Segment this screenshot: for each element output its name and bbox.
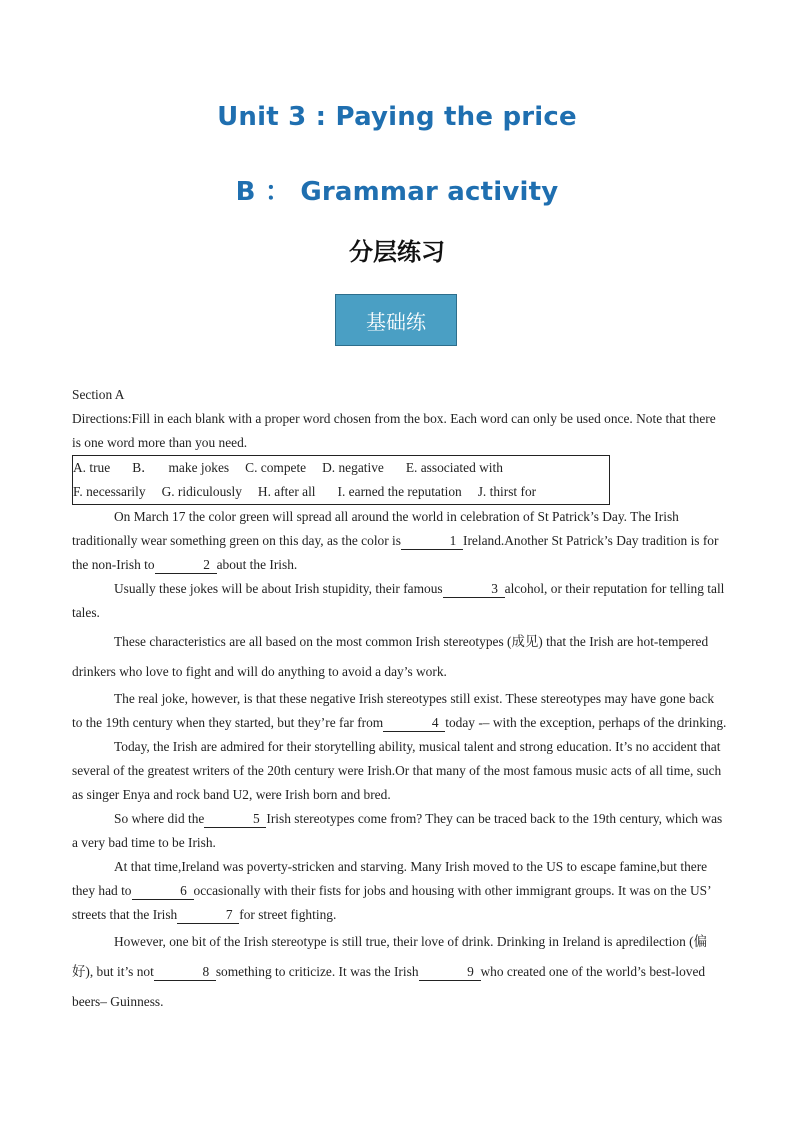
practice-heading: 分层练习	[349, 237, 445, 266]
text-run: alcohol, or their reputation for telling tall tales.	[72, 581, 725, 620]
paragraph-6	[72, 807, 727, 855]
text-run: Irish stereotypes come from? They can be traced back to the 19th century, which was a very bad time to be Irish.	[72, 811, 723, 850]
word-option: E. associated with	[405, 460, 503, 475]
text-run: today -– with the exception, perhaps of the drinking.	[445, 715, 727, 730]
word-option: I. earned the reputation	[337, 484, 462, 499]
word-option: F. necessarily	[73, 484, 146, 499]
answer-blank-6[interactable]: 6	[132, 883, 194, 900]
paragraph-4	[72, 687, 727, 735]
paragraph-8	[72, 927, 727, 1017]
level-label: 基础练	[366, 309, 426, 334]
answer-blank-1[interactable]: 1	[401, 533, 463, 550]
paragraph-5: Today, the Irish are admired for their storytelling ability, musical talent and strong education. It’s no accident that several of the greatest writers of the 20th century were Irish.Or that many of the most famous music acts of all time, such as singer Enya and rock band U2, were Irish born and bred.	[72, 739, 722, 802]
lesson-subtitle: B ： Grammar activity	[235, 177, 559, 207]
text-run: The real joke, however, is that these negative Irish stereotypes still exist. These stereotypes may have gone back to the 19th century when they started, but they’re far from	[72, 691, 715, 730]
answer-blank-2[interactable]: 2	[155, 557, 217, 574]
word-option: H. after all	[257, 484, 316, 499]
word-option: D. negative	[322, 460, 384, 475]
paragraph-7	[72, 855, 727, 927]
word-option: C. compete	[245, 460, 307, 475]
level-badge	[335, 294, 457, 346]
section-directions: Directions:Fill in each blank with a proper word chosen from the box. Each word can only be used once. Note that there is one word more than you need.	[72, 411, 716, 450]
text-run: occasionally with their fists for jobs and housing with other immigrant groups. It was on the US’ streets that the Irish	[72, 883, 711, 922]
text-run: about the Irish.	[216, 557, 298, 572]
text-run: On March 17 the color green will spread all around the world in celebration of St Patrick’s Day. The Irish traditionally wear something green on this day, as the color is	[72, 509, 679, 548]
word-option: J. thirst for	[477, 484, 537, 499]
text-run: Ireland.Another St Patrick’s Day tradition is for the non-Irish to	[72, 533, 719, 572]
exercise-body	[72, 383, 727, 1017]
answer-blank-9[interactable]: 9	[419, 964, 481, 981]
word-option: B．	[132, 460, 155, 475]
unit-title: Unit 3 : Paying the price	[217, 102, 577, 132]
answer-blank-3[interactable]: 3	[443, 581, 505, 598]
text-run: Usually these jokes will be about Irish stupidity, their famous	[114, 581, 443, 596]
paragraph-2	[72, 577, 727, 625]
section-name: Section A	[72, 387, 125, 402]
word-box-row-1	[73, 456, 609, 480]
word-option: A. true	[73, 460, 111, 475]
paragraph-1	[72, 505, 727, 577]
answer-blank-5[interactable]: 5	[204, 811, 266, 828]
word-option: G. ridiculously	[161, 484, 242, 499]
text-run: So where did the	[114, 811, 205, 826]
answer-blank-4[interactable]: 4	[383, 715, 445, 732]
text-run: However, one bit of the Irish stereotype is still true, their love of drink. Drinking in Ireland is apredilection (偏好), but it’s not	[72, 934, 707, 979]
answer-blank-7[interactable]: 7	[177, 907, 239, 924]
word-option: make jokes	[168, 460, 230, 475]
text-run: who created one of the world’s best-loved beers– Guinness.	[72, 964, 706, 1009]
text-run: At that time,Ireland was poverty-stricken and starving. Many Irish moved to the US to escape famine,but there they had to	[72, 859, 708, 898]
answer-blank-8[interactable]: 8	[154, 964, 216, 981]
paragraph-3: These characteristics are all based on the most common Irish stereotypes (成见) that the Irish are hot-tempered drinkers who love to fight and will do anything to avoid a day’s work.	[72, 634, 709, 679]
text-run: something to criticize. It was the Irish	[215, 964, 419, 979]
text-run: for street fighting.	[239, 907, 337, 922]
word-box	[72, 455, 610, 505]
word-box-row-2	[73, 480, 609, 504]
